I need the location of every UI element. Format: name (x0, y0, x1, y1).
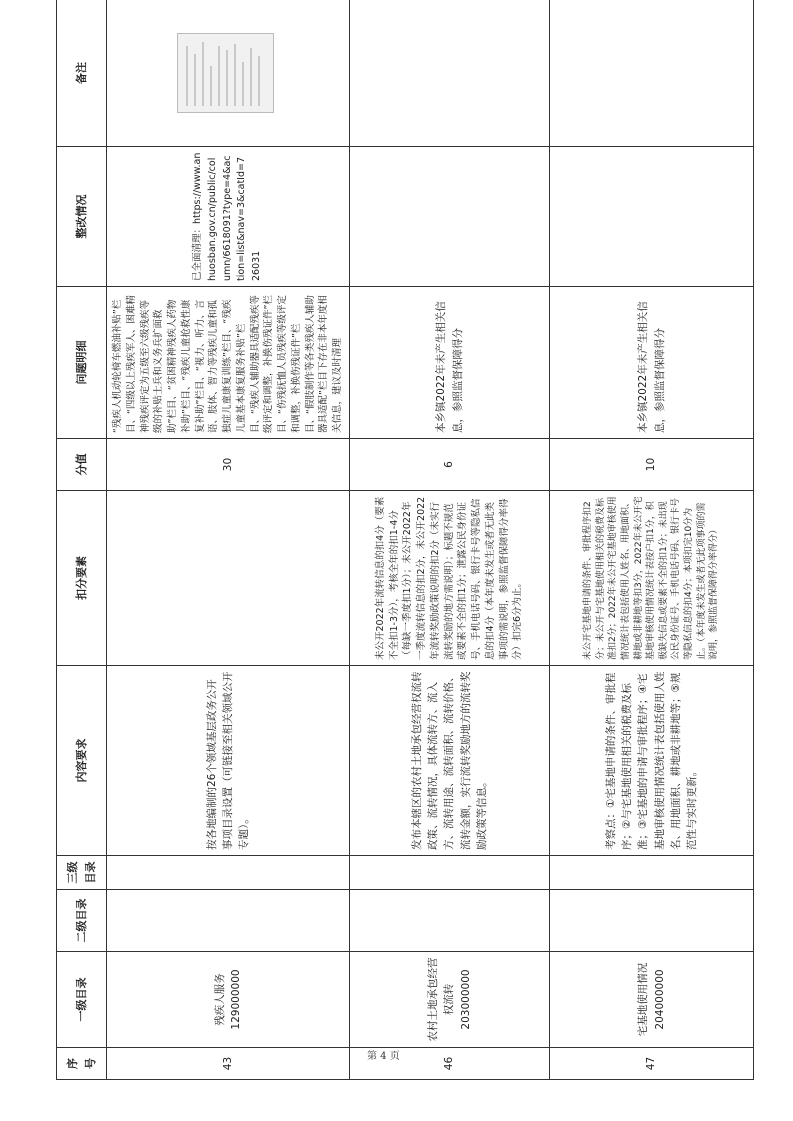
assessment-table (56, 0, 754, 1080)
cell-deduction: 未公开2022年流转信息的扣4分（要素不全扣1-3分），考核全年的扣1-4分（每缺一季度扣1分）；未公开2022年一季度流转信息的扣2分，未公开2022年流转奖励政策说明的扣2分（未实行流转奖励的地方需说明）；标题不规范或要素不全的扣1分；泄露公民身份证号、手机电话号码、银行卡号等隐私信息的扣4分（本年度未发生或者无此类事项的需说明，参照监督保障得分率得分）扣完6分为止。 (350, 491, 550, 666)
header-level1: 一级目录 (57, 952, 107, 1048)
cell-deduction: 未公开宅基地申请的条件、审批程序扣2分；未公开与宅基地使用相关的税费及标准扣2分；2022年未公开宅基地审核使用情况统计表包括使用人姓名、用地面积、耕地或非耕地等扣3分，2022年未公开宅基地审核使用情况统计表按户扣1分，积极缺失信息或要素不全的扣1分；未出现公民身份证号、手机电话号码、银行卡号等隐私信息的扣4分；本项扣完10分为止。（本年度未发生或者无此项事项的需说明，参照监督保障得分率得分） (550, 491, 754, 666)
cell-issues: “残疾人机动轮椅车燃油补贴”栏目、“四级以上残疾军人、困难精神残疾评定为五级至六级残疾等级的补贴士兵和义务兵扩面救助”栏目、“贫困精神残疾人药物补助”栏目、“残疾儿童抢救性康复补助”栏目、“视力、听力、言语、肢体、智力等残疾儿童和孤独症儿童康复训练”栏目、“残疾儿童基本康复服务补贴”栏目、“残疾人辅助器具适配残疾等级评定和调整，补换伤残证件”栏目、“伤残抚恤人员残疾等级评定和调整，补换伤残证件”栏目、“假肢制作等各类残疾人辅助器具适配”栏目下存在非本年度相关信息，建议及时清理 (107, 287, 350, 439)
cell-content: 考察点：①宅基地申请的条件、审批程序；②与宅基地使用相关的税费及标准；③宅基地的申请与审批程序；④宅基地审核使用情况统计表包括使用人姓名、用地面积、耕地或非耕地等；⑤规范性与实时更新。 (550, 666, 754, 856)
cell-level3 (350, 856, 550, 890)
cell-level1: 宅基地使用情况 204000000 (550, 952, 754, 1048)
cell-level1: 农村土地承包经营权流转 203000000 (350, 952, 550, 1048)
page-number: 第 4 页 (367, 1051, 400, 1062)
cell-content: 按各地编制的26个领域基层政务公开事项目录设置（可链接至相关领域公开专题）。 (107, 666, 350, 856)
cell-rectification (550, 147, 754, 287)
header-row (57, 0, 107, 1080)
header-issues: 问题明细 (57, 287, 107, 439)
cell-seq: 47 (550, 1048, 754, 1080)
header-level3: 三级 目录 (57, 856, 107, 890)
screenshot-thumbnail (177, 33, 274, 113)
cell-remarks (350, 0, 550, 147)
cell-issues: 本乡镇2022年未产生相关信息，参照监督保障得分 (550, 287, 754, 439)
table-row (350, 0, 550, 1080)
header-score: 分值 (57, 439, 107, 491)
cell-score: 30 (107, 439, 350, 491)
table-row (107, 0, 350, 1080)
cell-level3 (550, 856, 754, 890)
cell-score: 10 (550, 439, 754, 491)
header-content: 内容要求 (57, 666, 107, 856)
cell-remarks (550, 0, 754, 147)
cell-deduction (107, 491, 350, 666)
header-remarks: 备注 (57, 0, 107, 147)
cell-seq: 43 (107, 1048, 350, 1080)
cell-remarks (107, 0, 350, 147)
cell-level2 (550, 890, 754, 952)
cell-seq: 46 (350, 1048, 550, 1080)
cell-level3 (107, 856, 350, 890)
cell-level2 (107, 890, 350, 952)
cell-content: 发布本辖区的农村土地承包经营权流转政策、流转情况，具体流转方、流入方、流转用途、流转面积、流转价格、流转金额，实行流转奖励地方的流转奖励政策等信息。 (350, 666, 550, 856)
cell-issues: 本乡镇2022年未产生相关信息，参照监督保障得分 (350, 287, 550, 439)
header-seq: 序号 (57, 1048, 107, 1080)
header-rectification: 整改情况 (57, 147, 107, 287)
cell-rectification: 已全面清理：https://www.anhuosban.gov.cn/public/column/6618091?type=4&action=list&nav=3&catId=726031 (107, 147, 350, 287)
rotated-table-page (56, 0, 736, 1080)
cell-rectification (350, 147, 550, 287)
header-deduction: 扣分要素 (57, 491, 107, 666)
cell-level1: 残疾人服务 129000000 (107, 952, 350, 1048)
table-row (550, 0, 754, 1080)
header-level2: 二级目录 (57, 890, 107, 952)
cell-level2 (350, 890, 550, 952)
cell-score: 6 (350, 439, 550, 491)
